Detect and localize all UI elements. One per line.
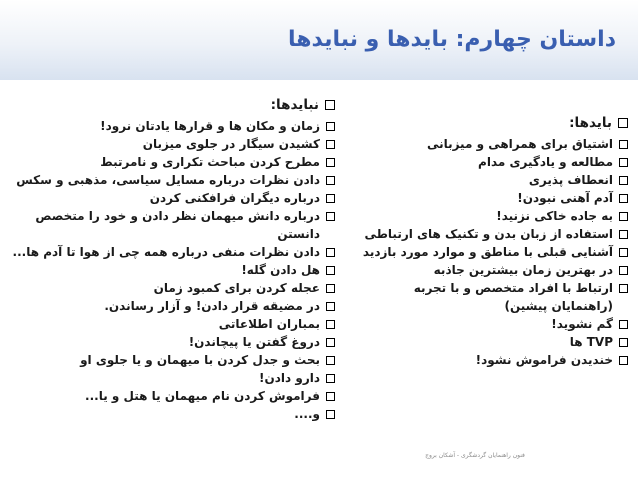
list-item — [0, 207, 335, 243]
checkbox-bullet-icon — [619, 338, 628, 347]
list-item — [0, 351, 335, 369]
list-item-text: و.... — [294, 407, 320, 421]
list-item-text: درباره دیگران فرافکنی کردن — [149, 191, 320, 205]
checkbox-bullet-icon — [619, 356, 628, 365]
list-item — [0, 387, 335, 405]
list-item-text: بمباران اطلاعاتی — [218, 317, 320, 331]
checkbox-bullet-icon — [325, 100, 335, 110]
list-item — [0, 369, 335, 387]
checkbox-bullet-icon — [326, 266, 335, 275]
dos-list — [360, 135, 628, 369]
checkbox-bullet-icon — [326, 176, 335, 185]
checkbox-bullet-icon — [326, 374, 335, 383]
list-item-text: ارتباط با افراد متخصص و با تجربه (راهنمایان پیشین) — [413, 281, 613, 313]
list-item — [360, 207, 628, 225]
list-item-text: گم نشوید! — [551, 317, 613, 331]
list-item-text: آدم آهنی نبودن! — [517, 191, 613, 205]
list-item — [360, 333, 628, 351]
donts-heading — [0, 95, 335, 115]
list-item-text: دادن نظرات منفی درباره همه چی از هوا تا آدم ها... — [12, 245, 320, 259]
list-item-text: کشیدن سیگار در جلوی میزبان — [142, 137, 320, 151]
list-item-text: دروغ گفتن یا پیچاندن! — [188, 335, 320, 349]
list-item — [360, 261, 628, 279]
dos-heading-label: بایدها: — [569, 115, 612, 131]
list-item — [0, 297, 335, 315]
list-item-text: مطرح کردن مباحث تکراری و نامرتبط — [100, 155, 320, 169]
list-item-text: فراموش کردن نام میهمان یا هتل و یا... — [85, 389, 320, 403]
list-item — [0, 117, 335, 135]
list-item-text: هل دادن گله! — [241, 263, 320, 277]
list-item-text: در مضیقه قرار دادن! و آزار رساندن. — [104, 299, 320, 313]
list-item-text: مطالعه و یادگیری مدام — [478, 155, 613, 169]
checkbox-bullet-icon — [326, 140, 335, 149]
checkbox-bullet-icon — [326, 356, 335, 365]
list-item — [360, 153, 628, 171]
checkbox-bullet-icon — [326, 338, 335, 347]
list-item — [360, 189, 628, 207]
checkbox-bullet-icon — [619, 248, 628, 257]
list-item-text: درباره دانش میهمان نظر دادن و خود را متخصص دانستن — [35, 209, 320, 241]
checkbox-bullet-icon — [326, 248, 335, 257]
list-item-text: دادن نظرات درباره مسایل سیاسی، مذهبی و سکس — [16, 173, 320, 187]
list-item — [360, 171, 628, 189]
list-item — [0, 333, 335, 351]
list-item-text: انعطاف پذیری — [528, 173, 613, 187]
checkbox-bullet-icon — [326, 392, 335, 401]
donts-column — [0, 95, 335, 423]
list-item-text: عجله کردن برای کمبود زمان — [153, 281, 320, 295]
list-item — [360, 315, 628, 333]
checkbox-bullet-icon — [326, 410, 335, 419]
list-item-text: اشتیاق برای همراهی و میزبانی — [426, 137, 613, 151]
checkbox-bullet-icon — [619, 194, 628, 203]
checkbox-bullet-icon — [326, 320, 335, 329]
checkbox-bullet-icon — [326, 122, 335, 131]
list-item-text: زمان و مکان ها و قرارها یادتان نرود! — [100, 119, 320, 133]
list-item — [360, 279, 628, 315]
list-item — [360, 135, 628, 153]
list-item — [0, 279, 335, 297]
checkbox-bullet-icon — [326, 302, 335, 311]
list-item-text: در بهترین زمان بیشترین جاذبه — [433, 263, 613, 277]
checkbox-bullet-icon — [326, 194, 335, 203]
list-item — [0, 189, 335, 207]
checkbox-bullet-icon — [619, 266, 628, 275]
donts-heading-label: نبایدها: — [270, 97, 319, 113]
list-item — [0, 405, 335, 423]
checkbox-bullet-icon — [619, 140, 628, 149]
list-item — [0, 315, 335, 333]
checkbox-bullet-icon — [326, 158, 335, 167]
checkbox-bullet-icon — [619, 284, 628, 293]
checkbox-bullet-icon — [619, 212, 628, 221]
list-item — [0, 171, 335, 189]
list-item — [0, 153, 335, 171]
list-item-text: خندیدن فراموش نشود! — [475, 353, 613, 367]
checkbox-bullet-icon — [619, 158, 628, 167]
slide-footer: فنون راهنمایان گردشگری - آشکان بروج — [425, 452, 525, 459]
list-item-text: بحث و جدل کردن با میهمان و یا جلوی او — [80, 353, 320, 367]
list-item-text: استفاده از زبان بدن و تکنیک های ارتباطی — [364, 227, 613, 241]
slide-title: داستان چهارم: بایدها و نبایدها — [287, 27, 616, 52]
donts-list — [0, 117, 335, 423]
list-item — [0, 135, 335, 153]
list-item-text: به جاده خاکی نزنید! — [496, 209, 613, 223]
dos-heading — [360, 113, 628, 133]
list-item — [360, 225, 628, 243]
checkbox-bullet-icon — [619, 176, 628, 185]
list-item-text: TVP ها — [569, 335, 613, 349]
list-item-text: دارو دادن! — [259, 371, 320, 385]
checkbox-bullet-icon — [326, 212, 335, 221]
list-item-text: آشنایی قبلی با مناطق و موارد مورد بازدید — [362, 245, 613, 259]
checkbox-bullet-icon — [619, 320, 628, 329]
checkbox-bullet-icon — [618, 118, 628, 128]
checkbox-bullet-icon — [619, 230, 628, 239]
checkbox-bullet-icon — [326, 284, 335, 293]
list-item — [360, 351, 628, 369]
list-item — [360, 243, 628, 261]
list-item — [0, 243, 335, 261]
dos-column — [360, 113, 628, 369]
list-item — [0, 261, 335, 279]
